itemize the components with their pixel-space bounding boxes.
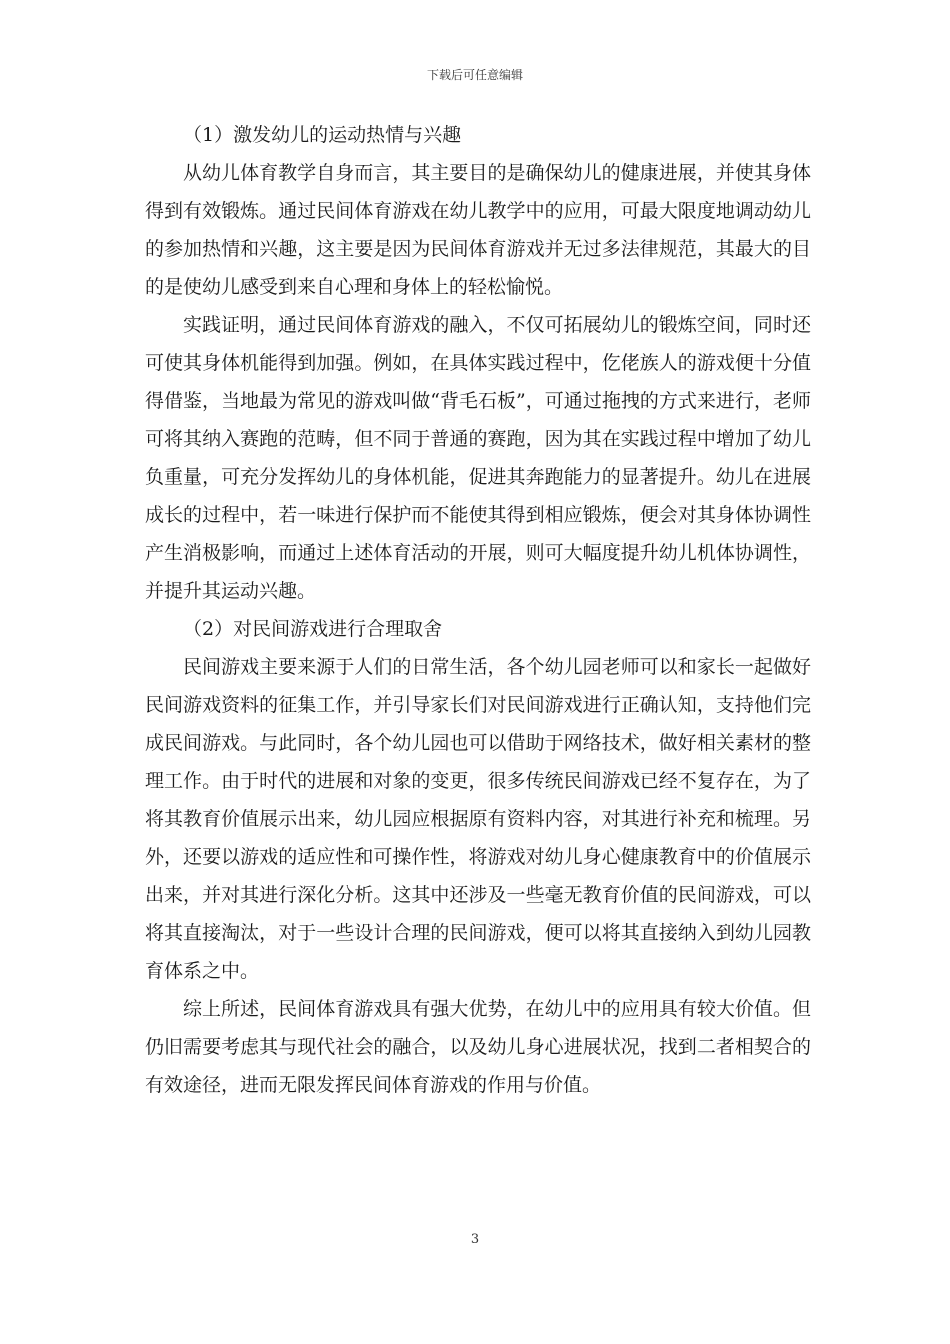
page-header: 下载后可任意编辑 <box>426 68 523 82</box>
page-number: 3 <box>470 1232 480 1247</box>
section-heading-2: （2）对民间游戏进行合理取舍 <box>183 618 443 640</box>
paragraph-2: 实践证明，通过民间体育游戏的融入，不仅可拓展幼儿的锻炼空间，同时还可使其身体机能得到加强。例如，在具体实践过程中，仡佬族人的游戏便十分值得借鉴，当地最为常见的游戏叫做“背毛石板”，可通过拖拽的方式来进行，老师可将其纳入赛跑的范畴，但不同于普通的赛跑，因为其在实践过程中增加了幼儿负重量，可充分发挥幼儿的身体机能，促进其奔跑能力的显著提升。幼儿在进展成长的过程中，若一味进行保护而不能使其得到相应锻炼，便会对其身体协调性产生消极影响，而通过上述体育活动的开展，则可大幅度提升幼儿机体协调性，并提升其运动兴趣。 <box>145 314 811 602</box>
paragraph-3: 民间游戏主要来源于人们的日常生活，各个幼儿园老师可以和家长一起做好民间游戏资料的征集工作，并引导家长们对民间游戏进行正确认知，支持他们完成民间游戏。与此同时，各个幼儿园也可以借助于网络技术，做好相关素材的整理工作。由于时代的进展和对象的变更，很多传统民间游戏已经不复存在，为了将其教育价值展示出来，幼儿园应根据原有资料内容，对其进行补充和梳理。另外，还要以游戏的适应性和可操作性，将游戏对幼儿身心健康教育中的价值展示出来，并对其进行深化分析。这其中还涉及一些毫无教育价值的民间游戏，可以将其直接淘汰，对于一些设计合理的民间游戏，便可以将其直接纳入到幼儿园教育体系之中。 <box>145 656 811 982</box>
paragraph-1: 从幼儿体育教学自身而言，其主要目的是确保幼儿的健康进展，并使其身体得到有效锻炼。通过民间体育游戏在幼儿教学中的应用，可最大限度地调动幼儿的参加热情和兴趣，这主要是因为民间体育游戏并无过多法律规范，其最大的目的是使幼儿感受到来自心理和身体上的轻松愉悦。 <box>145 162 811 298</box>
document-body <box>145 116 811 1104</box>
paragraph-4: 综上所述，民间体育游戏具有强大优势，在幼儿中的应用具有较大价值。但仍旧需要考虑其与现代社会的融合，以及幼儿身心进展状况，找到二者相契合的有效途径，进而无限发挥民间体育游戏的作用与价值。 <box>145 998 811 1096</box>
section-heading-1: （1）激发幼儿的运动热情与兴趣 <box>183 124 462 146</box>
